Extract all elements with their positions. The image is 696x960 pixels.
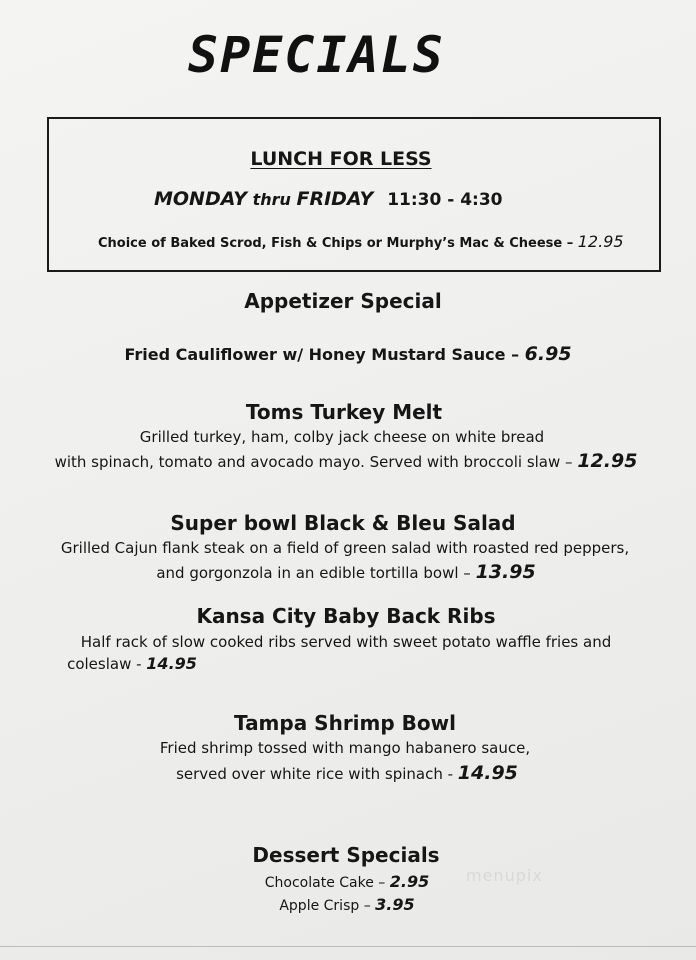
dessert-price1: 2.95: [389, 872, 430, 891]
turkey-name: Toms Turkey Melt: [245, 400, 443, 424]
dessert-item1-row: [0, 872, 695, 891]
turkey-line1: Grilled turkey, ham, colby jack cheese on white bread: [139, 428, 545, 446]
shrimp-line2: served over white rice with spinach -: [176, 765, 458, 783]
salad-line2: and gorgonzola in an edible tortilla bowl –: [156, 564, 476, 582]
lunch-day-start: MONDAY: [154, 188, 248, 210]
dessert-item1: Chocolate Cake –: [264, 875, 390, 891]
dessert-item2-row: [0, 895, 695, 914]
lunch-day-end: FRIDAY: [296, 188, 374, 210]
lunch-days-row: [154, 188, 503, 210]
salad-line1: Grilled Cajun flank steak on a field of green salad with roasted red peppers,: [60, 539, 630, 557]
lunch-description-row: [98, 232, 624, 251]
dessert-item2: Apple Crisp –: [279, 898, 376, 914]
shrimp-price: 14.95: [457, 762, 518, 784]
ribs-price: 14.95: [146, 654, 197, 673]
dessert-price2: 3.95: [375, 895, 415, 914]
lunch-price: 12.95: [577, 232, 624, 251]
salad-price: 13.95: [475, 561, 536, 583]
appetizer-item-row: [0, 343, 696, 365]
lunch-description: Choice of Baked Scrod, Fish & Chips or Murphy’s Mac & Cheese –: [98, 236, 578, 251]
page-title: SPECIALS: [188, 26, 445, 84]
ribs-line2: coleslaw -: [67, 655, 147, 673]
appetizer-item: Fried Cauliflower w/ Honey Mustard Sauce –: [124, 345, 525, 364]
shrimp-line2-row: [0, 762, 695, 784]
salad-line2-row: [0, 561, 694, 583]
salad-name: Super bowl Black & Bleu Salad: [170, 511, 516, 535]
ribs-line2-row: [0, 654, 480, 673]
bottom-rule: [0, 946, 696, 947]
menupix-watermark: menupix: [466, 866, 543, 885]
lunch-heading: LUNCH FOR LESS: [250, 148, 432, 170]
appetizer-price: 6.95: [524, 343, 572, 365]
shrimp-name: Tampa Shrimp Bowl: [234, 711, 456, 735]
ribs-name: Kansa City Baby Back Ribs: [196, 604, 496, 628]
shrimp-line1: Fried shrimp tossed with mango habanero sauce,: [159, 739, 531, 757]
ribs-line1: Half rack of slow cooked ribs served with sweet potato waffle fries and: [80, 633, 612, 651]
lunch-thru: thru: [247, 190, 297, 209]
turkey-line2-row: [0, 450, 694, 472]
turkey-price: 12.95: [577, 450, 638, 472]
appetizer-heading: Appetizer Special: [244, 289, 442, 313]
lunch-hours: 11:30 - 4:30: [387, 190, 503, 210]
turkey-line2: with spinach, tomato and avocado mayo. Served with broccoli slaw –: [54, 453, 578, 471]
dessert-heading: Dessert Specials: [252, 843, 440, 867]
